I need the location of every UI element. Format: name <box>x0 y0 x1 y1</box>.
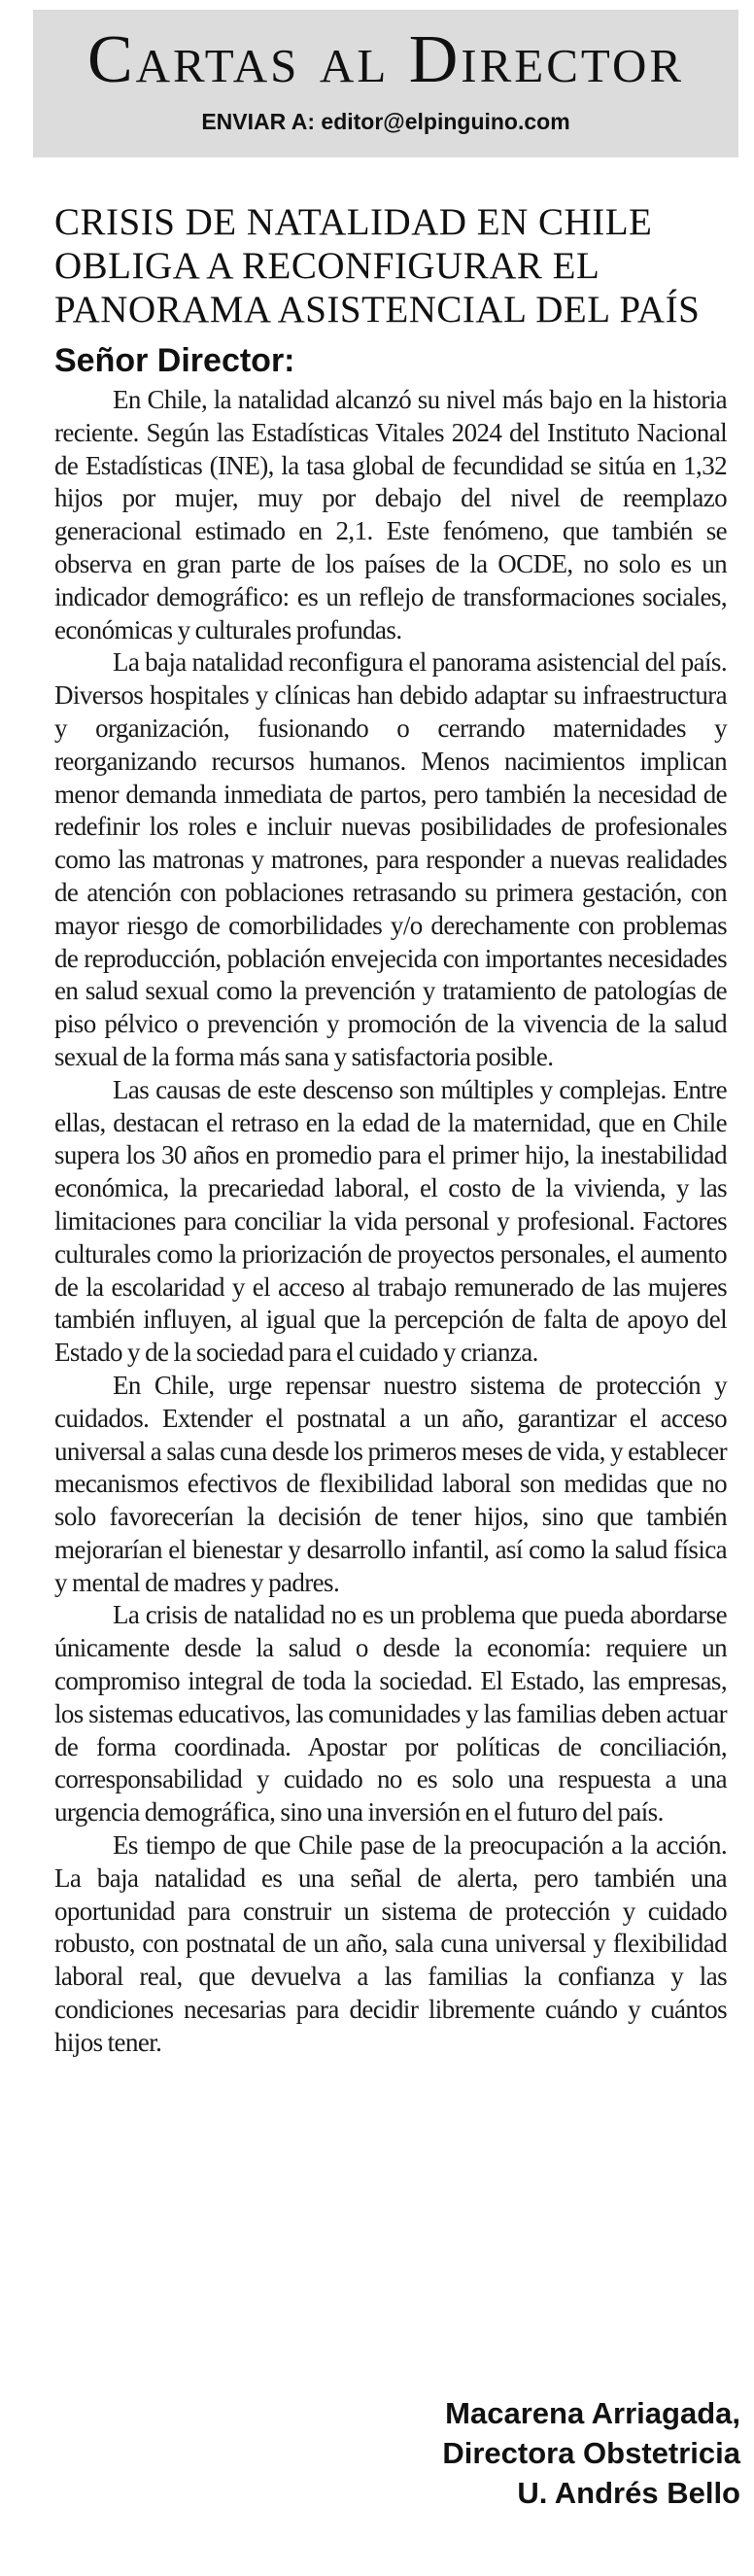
section-title: Cartas al Director <box>86 22 685 97</box>
signature-block <box>442 2393 740 2513</box>
paragraph-6: Es tiempo de que Chile pase de la preocupación a la acción. La baja natalidad es una señal de alerta, pero también una oportunidad para construir un sistema de protección y cuidado robusto, con postnatal de un año, sala cuna universal y flexibilidad laboral real, que devuelva a las familias la confianza y las condiciones necesarias para decidir libremente cuándo y cuántos hijos tener. <box>54 1830 727 2057</box>
letters-page <box>0 10 754 2576</box>
signature-name: Macarena Arriagada, <box>445 2396 740 2430</box>
paragraph-2: La baja natalidad reconfigura el panorama asistencial del país. Diversos hospitales y clínicas han debido adaptar su infraestructura y organización, fusionando o cerrando maternidades y reorganizando recursos humanos. Menos nacimientos implican menor demanda inmediata de partos, pero también la necesidad de redefinir los roles e incluir nuevas posibilidades de profesionales como las matronas y matrones, para responder a nuevas realidades de atención con poblaciones retrasando su primera gestación, con mayor riesgo de comorbilidades y/o derechamente con problemas de reproducción, población envejecida con importantes necesidades en salud sexual como la prevención y tratamiento de patologías de piso pélvico o prevención y promoción de la vivencia de la salud sexual de la forma más sana y satisfactoria posible. <box>54 647 727 1071</box>
letter-headline: CRISIS DE NATALIDAD EN CHILE OBLIGA A RECONFIGURAR EL PANORAMA ASISTENCIAL DEL PAÍS <box>54 201 701 331</box>
paragraph-4: En Chile, urge repensar nuestro sistema de protección y cuidados. Extender el postnatal a un año, garantizar el acceso universal a salas cuna desde los primeros meses de vida, y establecer mecanismos efectivos de flexibilidad laboral son medidas que no solo favorecerían la decisión de tener hijos, sino que también mejorarían el bienestar y desarrollo infantil, así como la salud física y mental de madres y padres. <box>54 1370 727 1597</box>
letter-body <box>54 384 727 2060</box>
paragraph-1: En Chile, la natalidad alcanzó su nivel más bajo en la historia reciente. Según las Estadísticas Vitales 2024 del Instituto Nacional de Estadísticas (INE), la tasa global de fecundidad se sitúa en 1,32 hijos por mujer, muy por debajo del nivel de reemplazo generacional estimado en 2,1. Este fenómeno, que también se observa en gran parte de los países de la OCDE, no solo es un indicador demográfico: es un reflejo de transformaciones sociales, económicas y culturales profundas. <box>54 385 727 644</box>
paragraph-5: La crisis de natalidad no es un problema que pueda abordarse únicamente desde la salud o desde la economía: requiere un compromiso integral de toda la sociedad. El Estado, las empresas, los sistemas educativos, las comunidades y las familias deben actuar de forma coordinada. Apostar por políticas de conciliación, corresponsabilidad y cuidado no es solo una respuesta a una urgencia demográfica, sino una inversión en el futuro del país. <box>54 1600 727 1828</box>
salutation: Señor Director: <box>54 342 295 379</box>
signature-institution: U. Andrés Bello <box>517 2476 740 2510</box>
send-to-email: ENVIAR A: editor@elpinguino.com <box>201 109 570 134</box>
signature-role: Directora Obstetricia <box>442 2436 740 2470</box>
section-header <box>33 10 738 157</box>
paragraph-3: Las causas de este descenso son múltiples y complejas. Entre ellas, destacan el retraso en la edad de la maternidad, que en Chile supera los 30 años en promedio para el primer hijo, la inestabilidad económica, la precariedad laboral, el costo de la vivienda, y las limitaciones para conciliar la vida personal y profesional. Factores culturales como la priorización de proyectos personales, el aumento de la escolaridad y el acceso al trabajo remunerado de las mujeres también influyen, al igual que la percepción de falta de apoyo del Estado y de la sociedad para el cuidado y crianza. <box>54 1074 727 1368</box>
